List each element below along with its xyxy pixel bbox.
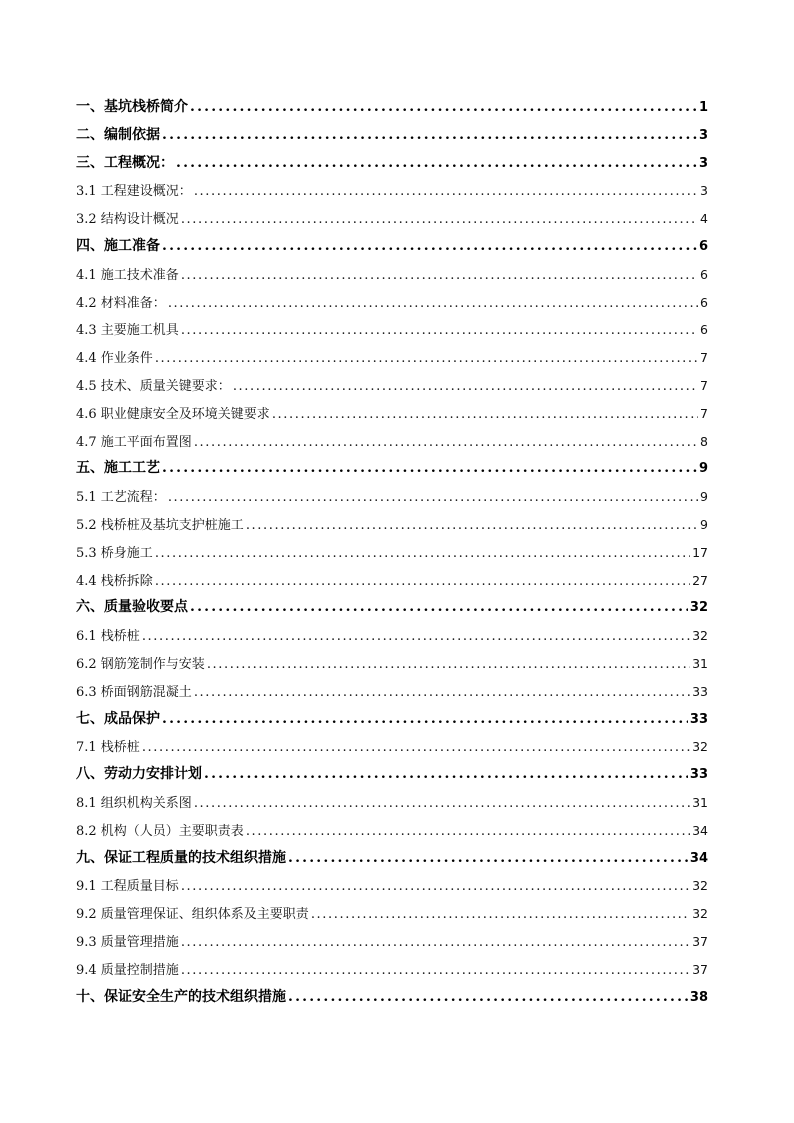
toc-page-number: 31 (692, 794, 708, 810)
toc-subsection-row[interactable] (76, 428, 708, 456)
toc-entry-title: 三、工程概况： (76, 154, 174, 171)
toc-page-number: 34 (692, 822, 708, 838)
toc-page-number: 6 (700, 322, 708, 338)
toc-page-number: 6 (700, 294, 708, 310)
toc-dot-leader (181, 206, 698, 233)
toc-dot-leader (233, 373, 698, 400)
toc-entry-title: 3.2 结构设计概况 (76, 212, 179, 228)
toc-dot-leader (181, 929, 690, 956)
toc-entry-title: 五、施工工艺 (76, 460, 160, 477)
toc-entry-title: 8.2 机构（人员）主要职责表 (76, 823, 244, 839)
toc-dot-leader (288, 984, 688, 1012)
toc-entry-title: 4.6 职业健康安全及环境关键要求 (76, 406, 270, 422)
toc-page-number: 4 (700, 211, 708, 227)
toc-dot-leader (194, 679, 690, 706)
toc-section-row[interactable] (76, 94, 708, 122)
toc-page-number: 32 (692, 878, 708, 894)
toc-subsection-row[interactable] (76, 372, 708, 400)
toc-entry-title: 6.1 栈桥桩 (76, 629, 140, 645)
toc-entry-title: 5.3 桥身施工 (76, 545, 153, 561)
toc-entry-title: 9.3 质量管理措施 (76, 934, 179, 950)
toc-entry-title: 一、基坑栈桥简介 (76, 99, 188, 115)
toc-entry-title: 4.3 主要施工机具 (76, 323, 179, 339)
toc-dot-leader (162, 706, 688, 734)
toc-entry-title: 8.1 组织机构关系图 (76, 795, 192, 811)
toc-subsection-row[interactable] (76, 289, 708, 317)
toc-subsection-row[interactable] (76, 678, 708, 706)
toc-page-number: 3 (698, 155, 708, 171)
toc-dot-leader (155, 345, 698, 372)
toc-dot-leader (207, 651, 690, 678)
toc-section-row[interactable] (76, 706, 708, 734)
toc-dot-leader (246, 818, 690, 845)
toc-section-row[interactable] (76, 455, 708, 483)
toc-entry-title: 4.2 材料准备： (76, 295, 166, 311)
toc-page-number: 3 (700, 183, 708, 199)
toc-page-number: 38 (689, 989, 708, 1005)
toc-entry-title: 6.2 钢筋笼制作与安装 (76, 656, 205, 672)
toc-subsection-row[interactable] (76, 205, 708, 233)
toc-entry-title: 4.4 栈桥拆除 (76, 573, 153, 589)
toc-dot-leader (246, 512, 698, 539)
toc-entry-title: 9.4 质量控制措施 (76, 962, 179, 978)
toc-section-row[interactable] (76, 761, 708, 789)
toc-subsection-row[interactable] (76, 344, 708, 372)
toc-page-number: 3 (698, 127, 708, 143)
toc-page-number: 33 (689, 767, 708, 783)
toc-dot-leader (194, 429, 698, 456)
toc-section-row[interactable] (76, 233, 708, 261)
toc-dot-leader (181, 262, 698, 289)
toc-dot-leader (181, 873, 690, 900)
toc-entry-title: 六、质量验收要点 (76, 599, 188, 616)
toc-section-row[interactable] (76, 845, 708, 873)
toc-entry-title: 7.1 栈桥桩 (76, 740, 140, 756)
toc-subsection-row[interactable] (76, 261, 708, 289)
toc-subsection-row[interactable] (76, 900, 708, 928)
toc-entry-title: 9.1 工程质量目标 (76, 879, 179, 895)
toc-entry-title: 二、编制依据 (76, 126, 160, 143)
toc-page-number: 7 (700, 350, 708, 366)
toc-dot-leader (162, 122, 697, 150)
toc-dot-leader (168, 290, 698, 317)
toc-subsection-row[interactable] (76, 400, 708, 428)
toc-entry-title: 七、成品保护 (76, 710, 160, 727)
table-of-contents (76, 94, 708, 1011)
toc-subsection-row[interactable] (76, 789, 708, 817)
toc-entry-title: 5.2 栈桥桩及基坑支护桩施工 (76, 517, 244, 533)
toc-dot-leader (190, 594, 688, 622)
toc-page-number: 37 (692, 933, 708, 949)
toc-dot-leader (168, 484, 698, 511)
toc-subsection-row[interactable] (76, 733, 708, 761)
toc-entry-title: 9.2 质量管理保证、组织体系及主要职责 (76, 907, 309, 923)
toc-dot-leader (142, 734, 690, 761)
toc-subsection-row[interactable] (76, 956, 708, 984)
toc-subsection-row[interactable] (76, 650, 708, 678)
toc-page-number: 1 (698, 100, 708, 115)
toc-page-number: 31 (692, 655, 708, 671)
toc-dot-leader (155, 540, 690, 567)
toc-subsection-row[interactable] (76, 177, 708, 205)
toc-dot-leader (194, 790, 690, 817)
toc-entry-title: 八、劳动力安排计划 (76, 766, 202, 783)
toc-section-row[interactable] (76, 594, 708, 622)
toc-page-number: 32 (692, 739, 708, 755)
toc-entry-title: 4.7 施工平面布置图 (76, 434, 192, 450)
toc-page-number: 9 (700, 516, 708, 532)
toc-dot-leader (142, 623, 690, 650)
toc-entry-title: 6.3 桥面钢筋混凝土 (76, 684, 192, 700)
toc-page-number: 32 (689, 600, 708, 616)
toc-subsection-row[interactable] (76, 872, 708, 900)
toc-page-number: 6 (698, 238, 708, 254)
toc-page-number: 32 (692, 628, 708, 644)
toc-subsection-row[interactable] (76, 817, 708, 845)
toc-entry-title: 四、施工准备 (76, 237, 160, 254)
toc-dot-leader (311, 901, 690, 928)
toc-section-row[interactable] (76, 150, 708, 178)
toc-entry-title: 九、保证工程质量的技术组织措施 (76, 849, 286, 866)
toc-dot-leader (204, 761, 688, 789)
toc-page-number: 7 (700, 405, 708, 421)
toc-page-number: 33 (689, 711, 708, 727)
toc-subsection-row[interactable] (76, 622, 708, 650)
toc-dot-leader (162, 455, 697, 483)
toc-page-number: 8 (700, 433, 708, 449)
toc-page-number: 34 (689, 850, 708, 866)
toc-entry-title: 4.1 施工技术准备 (76, 267, 179, 283)
toc-subsection-row[interactable] (76, 567, 708, 595)
toc-entry-title: 4.5 技术、质量关键要求： (76, 378, 231, 394)
toc-page-number: 7 (700, 377, 708, 393)
toc-dot-leader (155, 568, 690, 595)
toc-entry-title: 4.4 作业条件 (76, 351, 153, 367)
toc-dot-leader (288, 845, 688, 873)
toc-page-number: 33 (692, 683, 708, 699)
toc-subsection-row[interactable] (76, 928, 708, 956)
toc-dot-leader (190, 94, 697, 122)
toc-subsection-row[interactable] (76, 316, 708, 344)
toc-dot-leader (194, 178, 698, 205)
toc-page-number: 9 (698, 461, 708, 477)
toc-subsection-row[interactable] (76, 511, 708, 539)
toc-entry-title: 3.1 工程建设概况： (76, 184, 192, 200)
toc-page-number: 9 (700, 489, 708, 505)
toc-page-number: 17 (692, 544, 708, 560)
toc-section-row[interactable] (76, 122, 708, 150)
toc-entry-title: 5.1 工艺流程： (76, 490, 166, 506)
toc-entry-title: 十、保证安全生产的技术组织措施 (76, 988, 286, 1005)
toc-subsection-row[interactable] (76, 539, 708, 567)
toc-page-number: 6 (700, 266, 708, 282)
toc-dot-leader (181, 317, 698, 344)
toc-dot-leader (176, 150, 697, 178)
toc-dot-leader (162, 233, 697, 261)
toc-section-row[interactable] (76, 984, 708, 1012)
toc-page-number: 32 (692, 906, 708, 922)
toc-dot-leader (181, 957, 690, 984)
toc-page-number: 27 (692, 572, 708, 588)
toc-subsection-row[interactable] (76, 483, 708, 511)
toc-page-number: 37 (692, 961, 708, 977)
toc-dot-leader (272, 401, 698, 428)
